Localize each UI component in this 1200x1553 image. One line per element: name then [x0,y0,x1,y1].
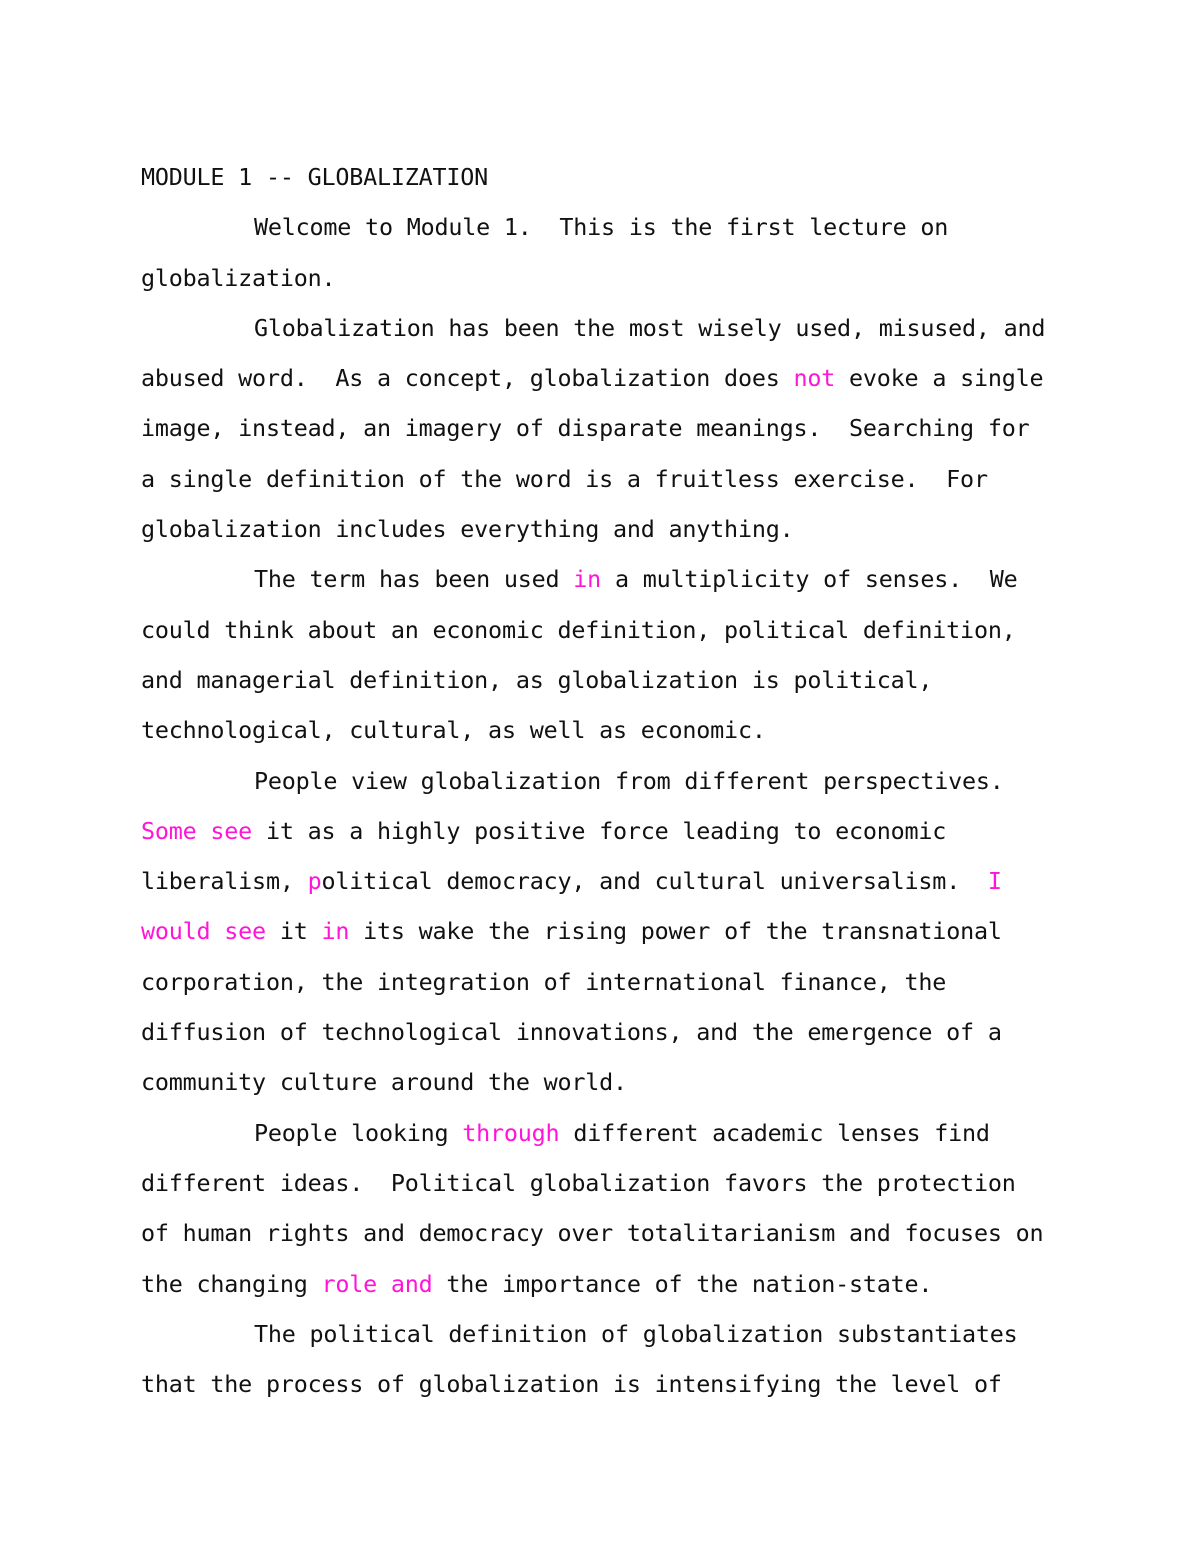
text-segment: different academic lenses find [559,1118,990,1147]
highlighted-text: through [462,1118,560,1147]
text-segment: corporation, the integration of international finance, the [141,967,947,996]
text-line [141,1359,1071,1409]
text-line [141,1259,1071,1309]
text-segment: globalization. [141,263,336,292]
text-line [141,906,1071,956]
text-segment: and managerial definition, as globalization is political, [141,665,933,694]
text-line [141,202,1071,252]
text-line [141,454,1071,504]
text-line [141,1108,1071,1158]
text-line [141,1309,1071,1359]
text-segment: abused word. As a concept, globalization does [141,364,794,393]
text-line [141,957,1071,1007]
text-segment: liberalism, [141,867,308,896]
text-line [141,1007,1071,1057]
text-line [141,303,1071,353]
text-segment: community culture around the world. [141,1068,627,1097]
text-segment: the importance of the nation-state. [432,1269,933,1298]
highlighted-text: I [987,867,1002,896]
text-segment: evoke a single [835,364,1044,393]
text-line [141,756,1071,806]
highlighted-text: p [307,867,322,896]
text-segment: the changing [141,1269,322,1298]
text-line [141,353,1071,403]
text-line [141,403,1071,453]
text-line [141,705,1071,755]
text-segment: MODULE 1 -- GLOBALIZATION [141,163,489,191]
text-segment: could think about an economic definition, political definition, [141,615,1016,644]
text-segment: it [265,917,322,946]
text-line [141,806,1071,856]
highlighted-text: Some see [141,816,253,845]
text-line [141,1158,1071,1208]
text-line [141,655,1071,705]
document-body [141,152,1071,1409]
text-segment: of human rights and democracy over totalitarianism and focuses on [141,1219,1044,1248]
text-line [141,605,1071,655]
text-segment: that the process of globalization is intensifying the level of [141,1370,1002,1399]
text-segment: Welcome to Module 1. This is the first lecture on [254,213,949,242]
text-segment: diffusion of technological innovations, and the emergence of a [141,1018,1002,1047]
document-heading [141,152,1071,202]
text-segment: image, instead, an imagery of disparate meanings. Searching for [141,414,1030,443]
text-segment: technological, cultural, as well as economic. [141,716,766,745]
text-line [141,554,1071,604]
highlighted-text: would see [141,917,266,946]
text-segment: People view globalization from different perspectives. [254,766,1004,795]
text-line [141,856,1071,906]
text-segment: The political definition of globalization substantiates [254,1319,1018,1348]
text-segment: its wake the rising power of the transnational [349,917,1002,946]
highlighted-text: in [321,917,350,946]
highlighted-text: in [573,565,602,594]
highlighted-text: not [793,364,836,393]
text-line [141,253,1071,303]
text-segment: Globalization has been the most wisely used, misused, and [254,313,1046,342]
text-line [141,1208,1071,1258]
text-segment: different ideas. Political globalization favors the protection [141,1168,1016,1197]
text-segment: a single definition of the word is a fruitless exercise. For [141,464,988,493]
text-segment: The term has been used [254,565,574,594]
text-segment: a multiplicity of senses. We [601,565,1018,594]
text-segment: it as a highly positive force leading to economic [252,816,947,845]
text-line [141,1057,1071,1107]
text-line [141,504,1071,554]
text-segment: olitical democracy, and cultural universalism. [321,867,988,896]
text-segment: People looking [254,1118,463,1147]
highlighted-text: role and [321,1269,433,1298]
text-segment: globalization includes everything and anything. [141,515,794,544]
